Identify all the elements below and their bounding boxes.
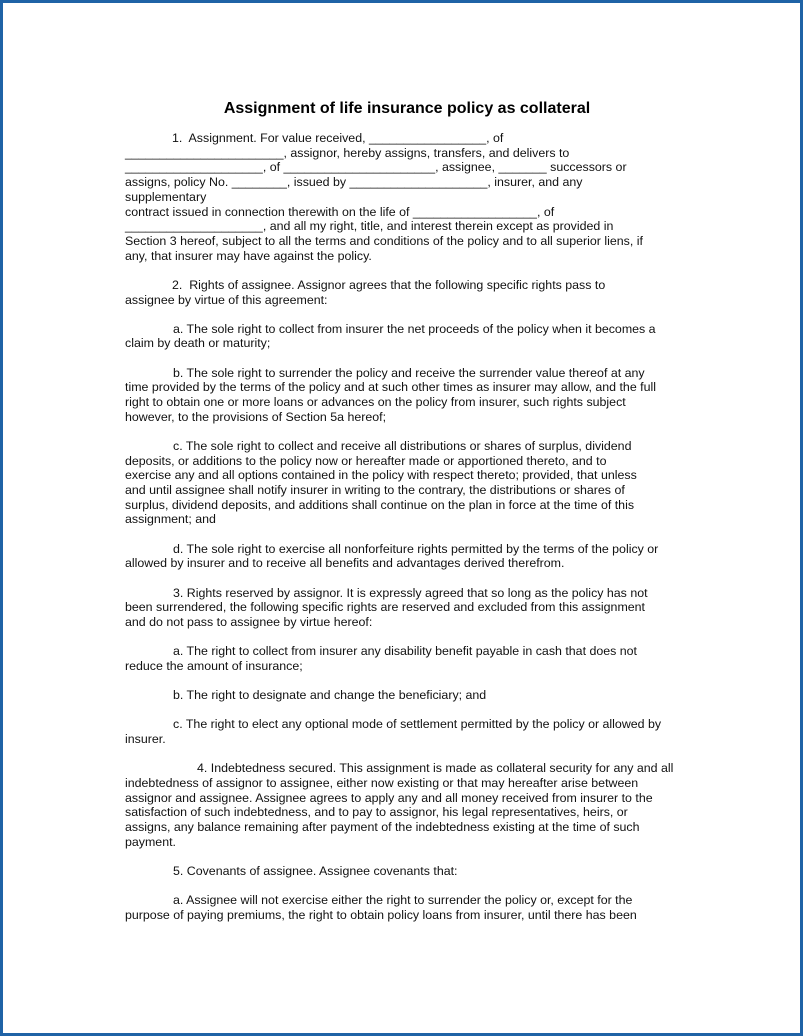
text-line: assignor and assignee. Assignee agrees to apply any and all money received from insurer to the	[125, 790, 653, 805]
text-line: c. The sole right to collect and receive all distributions or shares of surplus, dividend	[173, 438, 632, 453]
text-line: a. Assignee will not exercise either the right to surrender the policy or, except for the	[173, 893, 633, 908]
text-line: b. The sole right to surrender the policy and receive the surrender value thereof at any	[173, 365, 645, 380]
text-line: indebtedness of assignor to assignee, either now existing or that may hereafter arise between	[125, 775, 639, 790]
text-line: and until assignee shall notify insurer in writing to the contrary, the distributions or shares of	[125, 483, 625, 498]
text-line: _______________________, assignor, hereby assigns, transfers, and delivers to	[125, 145, 570, 160]
text-line: however, to the provisions of Section 5a hereof;	[125, 409, 387, 424]
text-line: assignee by virtue of this agreement:	[125, 292, 328, 307]
section-2a	[125, 322, 685, 351]
section-3b	[125, 688, 685, 703]
document-title: Assignment of life insurance policy as collateral	[223, 100, 591, 117]
text-line: purpose of paying premiums, the right to obtain policy loans from insurer, until there has been	[125, 907, 637, 922]
text-line: claim by death or maturity;	[125, 336, 271, 351]
text-line: satisfaction of such indebtedness, and to pay to assignor, his legal representatives, heirs, or	[125, 805, 628, 820]
section-5a	[125, 893, 685, 922]
section-2d	[125, 542, 685, 571]
text-line: payment.	[125, 834, 176, 849]
document-page	[125, 99, 685, 937]
section-2b	[125, 366, 685, 425]
text-line: d. The sole right to exercise all nonforfeiture rights permitted by the terms of the policy or	[173, 541, 659, 556]
text-line: 4. Indebtedness secured. This assignment is made as collateral security for any and all	[197, 761, 674, 776]
text-line: Section 3 hereof, subject to all the terms and conditions of the policy and to all superior liens, if	[125, 233, 643, 248]
text-line: allowed by insurer and to receive all benefits and advantages derived therefrom.	[125, 556, 565, 571]
text-line: supplementary	[125, 189, 207, 204]
text-line: surplus, dividend deposits, and additions shall continue on the plan in force at the time of this	[125, 497, 635, 512]
text-line: a. The sole right to collect from insurer the net proceeds of the policy when it becomes a	[173, 321, 656, 336]
section-3-rights-reserved	[125, 586, 685, 630]
text-line: 3. Rights reserved by assignor. It is expressly agreed that so long as the policy has not	[173, 585, 648, 600]
text-line: insurer.	[125, 732, 166, 746]
text-line: ____________________, of ______________________, assignee, _______ successors or	[125, 160, 627, 175]
text-line: 2. Rights of assignee. Assignor agrees that the following specific rights pass to	[172, 277, 606, 292]
text-line: time provided by the terms of the policy and at such other times as insurer may allow, and the full	[125, 380, 656, 395]
text-line: assigns, policy No. ________, issued by ____________________, insurer, and any	[125, 175, 583, 190]
text-line: a. The right to collect from insurer any disability benefit payable in cash that does not	[173, 644, 637, 659]
section-5-covenants-of-assignee	[125, 864, 685, 879]
section-2-rights-of-assignee	[125, 278, 685, 307]
text-line: and do not pass to assignee by virtue hereof:	[125, 614, 373, 629]
section-2c	[125, 439, 685, 527]
text-line: ____________________, and all my right, title, and interest therein except as provided in	[125, 219, 614, 234]
section-1-assignment	[125, 131, 685, 263]
text-line: right to obtain one or more loans or advances on the policy from insurer, such rights subject	[125, 395, 626, 410]
text-line: any, that insurer may have against the policy.	[125, 248, 372, 263]
text-line: assignment; and	[125, 512, 216, 527]
text-line: 5. Covenants of assignee. Assignee covenants that:	[173, 863, 458, 878]
section-3c	[125, 717, 685, 746]
text-line: b. The right to designate and change the beneficiary; and	[173, 688, 487, 703]
text-line: c. The right to elect any optional mode of settlement permitted by the policy or allowed by	[173, 717, 662, 732]
section-4-indebtedness-secured	[125, 761, 685, 849]
text-line: deposits, or additions to the policy now or hereafter made or apportioned thereto, and to	[125, 453, 607, 468]
text-line: assigns, any balance remaining after payment of the indebtedness existing at the time of such	[125, 820, 640, 835]
text-line: exercise any and all options contained in the policy with respect thereto; provided, that unless	[125, 468, 637, 483]
text-line: been surrendered, the following specific rights are reserved and excluded from this assignment	[125, 600, 645, 615]
text-line: 1. Assignment. For value received, _________________, of	[172, 131, 504, 145]
text-line: reduce the amount of insurance;	[125, 658, 303, 673]
text-line: contract issued in connection therewith on the life of __________________, of	[125, 204, 555, 219]
section-3a	[125, 644, 685, 673]
